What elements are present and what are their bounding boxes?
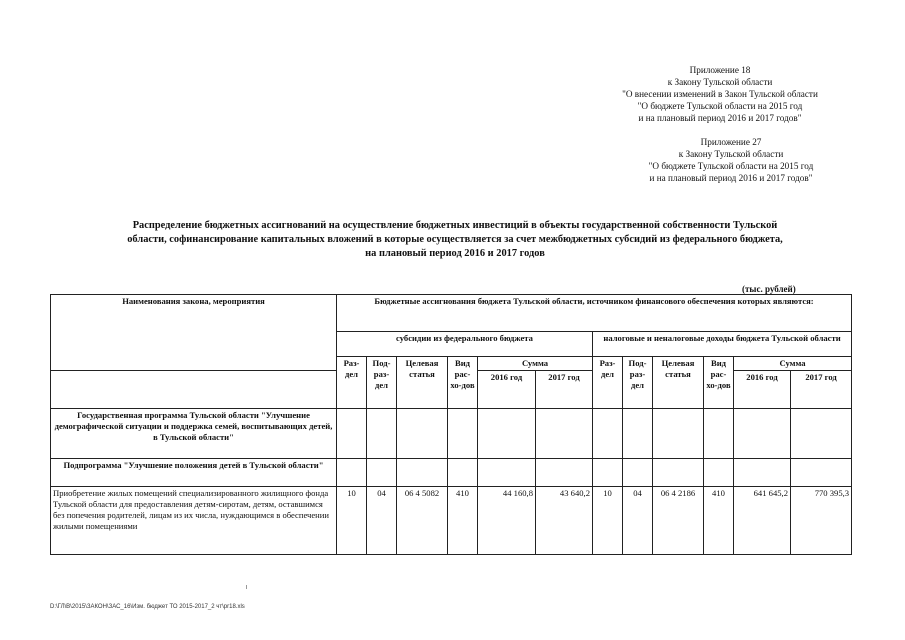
header-fed-target: Целевая статья (397, 357, 448, 409)
empty-cell (734, 409, 791, 459)
header-fed-podrazdel: Под-раз-дел (367, 357, 397, 409)
header-name-col: Наименования закона, мероприятия (51, 295, 337, 371)
header-reg-vid: Вид рас-хо-дов (704, 357, 734, 409)
empty-cell (337, 409, 367, 459)
header-reg-2017: 2017 год (791, 371, 852, 409)
header-fed-razdel: Раз-дел (337, 357, 367, 409)
empty-cell (397, 409, 448, 459)
fed-2017-cell: 43 640,2 (536, 487, 593, 555)
fed-2016-cell: 44 160,8 (478, 487, 536, 555)
units-label: (тыс. рублей) (742, 284, 796, 294)
header-name-spacer (51, 371, 337, 409)
header-reg-podrazdel: Под-раз-дел (623, 357, 653, 409)
appendix-27-line2: к Закону Тульской области (678, 149, 784, 159)
allocation-table (50, 294, 852, 555)
program-name-cell: Государственная программа Тульской области "Улучшение демографической ситуации и поддержка семей, воспитывающих детей, в Тульской области" (51, 409, 337, 459)
reg-podrazdel-cell: 04 (623, 487, 653, 555)
reg-2017-cell: 770 395,3 (791, 487, 852, 555)
appendix-18-line4: "О бюджете Тульской области на 2015 год (637, 101, 803, 111)
header-reg-target: Целевая статья (653, 357, 704, 409)
appendix-27-line4: и на плановый период 2016 и 2017 годов" (649, 173, 813, 183)
file-path-footer: D:\ГЛ\В\2015\ЗАКОН\ЗАС_16\Изм. бюджет ТО 2015-2017_2 чт\pr18.xls (50, 604, 245, 610)
empty-cell (478, 409, 536, 459)
header-fed-summa: Сумма (478, 357, 593, 371)
empty-cell (478, 459, 536, 487)
title-line2: области, софинансирование капитальных вложений в которые осуществляется за счет межбюджетных субсидий из федерального бюджета, (127, 234, 783, 245)
empty-cell (536, 459, 593, 487)
reg-vid-cell: 410 (704, 487, 734, 555)
empty-cell (791, 459, 852, 487)
header-reg-summa: Сумма (734, 357, 852, 371)
empty-cell (367, 409, 397, 459)
header-row-1 (51, 295, 852, 332)
table-row (51, 409, 852, 459)
fed-razdel-cell: 10 (337, 487, 367, 555)
document-title (60, 219, 850, 261)
empty-cell (704, 409, 734, 459)
empty-cell (623, 409, 653, 459)
empty-cell (593, 459, 623, 487)
table-row (51, 487, 852, 555)
empty-cell (653, 409, 704, 459)
reg-2016-cell: 641 645,2 (734, 487, 791, 555)
header-fed-2017: 2017 год (536, 371, 593, 409)
header-fed-2016: 2016 год (478, 371, 536, 409)
empty-cell (704, 459, 734, 487)
header-fed-vid: Вид рас-хо-дов (448, 357, 478, 409)
empty-cell (623, 459, 653, 487)
appendix-18-line3: "О внесении изменений в Закон Тульской области (622, 89, 818, 99)
appendix-18-line1: Приложение 18 (689, 65, 751, 75)
empty-cell (593, 409, 623, 459)
fed-vid-cell: 410 (448, 487, 478, 555)
reg-target-cell: 06 4 2186 (653, 487, 704, 555)
appendix-27-block (600, 136, 862, 184)
reg-razdel-cell: 10 (593, 487, 623, 555)
appendix-27-line1: Приложение 27 (700, 137, 762, 147)
header-budget-group: Бюджетные ассигнования бюджета Тульской области, источником финансового обеспечения которых являются: (337, 295, 852, 332)
appendix-18-line5: и на плановый период 2016 и 2017 годов" (638, 113, 802, 123)
table-row (51, 459, 852, 487)
appendix-18-block (590, 64, 850, 124)
appendix-27-line3: "О бюджете Тульской области на 2015 год (648, 161, 814, 171)
empty-cell (536, 409, 593, 459)
header-reg-2016: 2016 год (734, 371, 791, 409)
empty-cell (791, 409, 852, 459)
title-line3: на плановый период 2016 и 2017 годов (365, 248, 545, 259)
subprogram-name-cell: Подпрограмма "Улучшение положения детей в Тульской области" (51, 459, 337, 487)
header-regional: налоговые и неналоговые доходы бюджета Тульской области (593, 332, 852, 357)
empty-cell (397, 459, 448, 487)
empty-cell (337, 459, 367, 487)
empty-cell (448, 459, 478, 487)
header-reg-razdel: Раз-дел (593, 357, 623, 409)
appendix-18-line2: к Закону Тульской области (667, 77, 773, 87)
empty-cell (734, 459, 791, 487)
header-federal: субсидии из федерального бюджета (337, 332, 593, 357)
fed-podrazdel-cell: 04 (367, 487, 397, 555)
empty-cell (367, 459, 397, 487)
empty-cell (448, 409, 478, 459)
scan-mark (246, 585, 247, 589)
empty-cell (653, 459, 704, 487)
fed-target-cell: 06 4 5082 (397, 487, 448, 555)
item-name-cell: Приобретение жилых помещений специализированного жилищного фонда Тульской области для предоставления детям-сиротам, детям, оставшимся без попечения родителей, лицам из их числа, нуждающимся в обеспечении жилыми помещениями (51, 487, 337, 555)
title-line1: Распределение бюджетных ассигнований на осуществление бюджетных инвестиций в объекты государственной собственности Тульской (132, 220, 778, 231)
